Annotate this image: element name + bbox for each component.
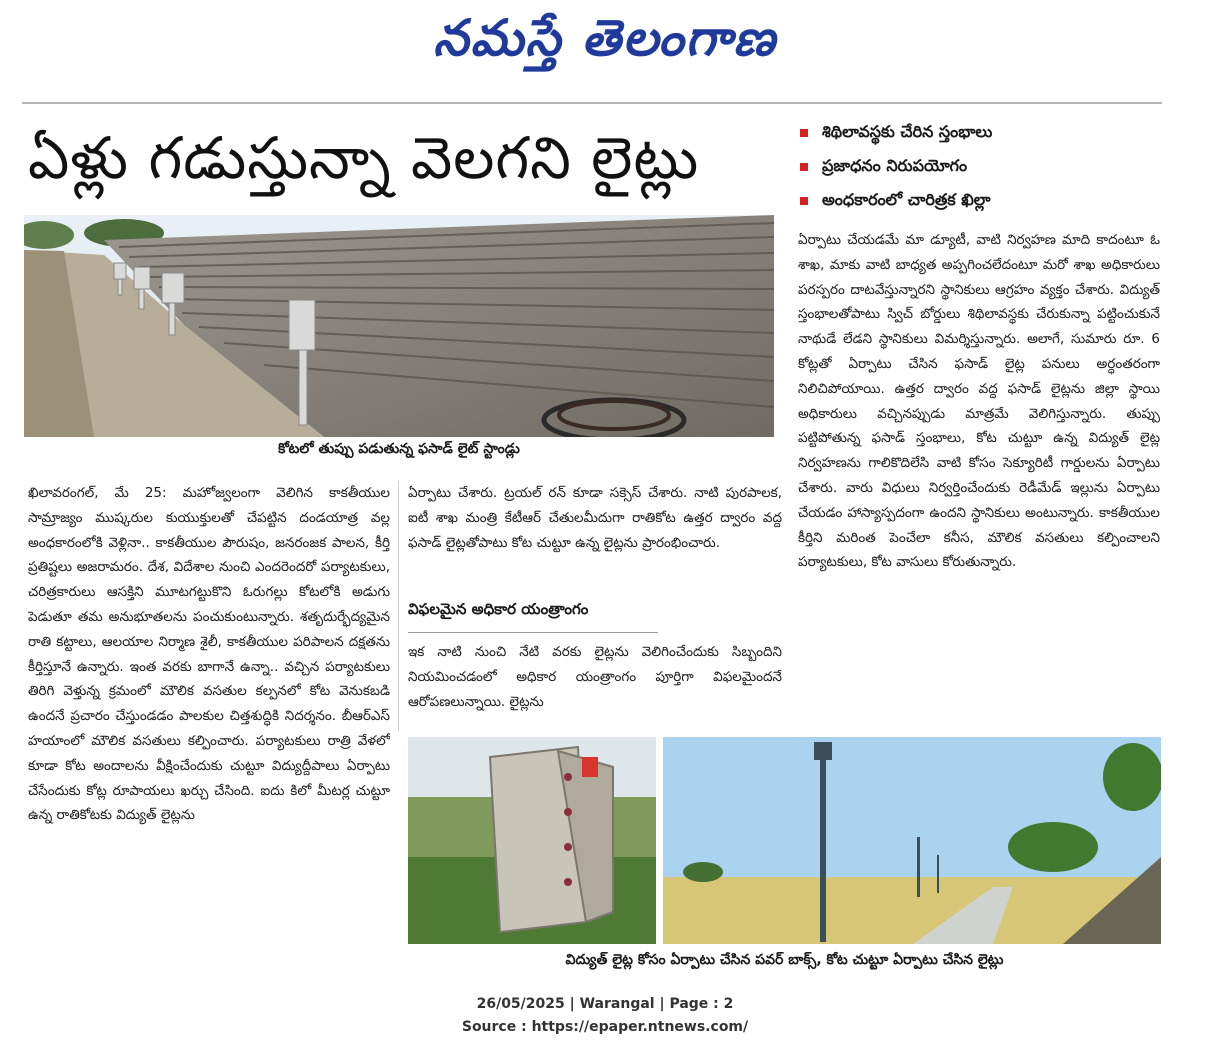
article-headline: ఏళ్లు గడుస్తున్నా వెలగని లైట్లు xyxy=(28,124,700,192)
bullet-item xyxy=(800,116,1160,150)
bottom-photo-caption: విద్యుత్ లైట్ల కోసం ఏర్పాటు చేసిన పవర్ బాక్స్, కోట చుట్టూ ఏర్పాటు చేసిన లైట్లు xyxy=(565,952,1004,968)
fort-steps-illustration xyxy=(24,215,774,437)
lamp-posts-photo xyxy=(663,737,1161,944)
highlight-bullets xyxy=(800,116,1160,218)
article-column-2b xyxy=(408,640,782,718)
fort-steps-photo xyxy=(24,215,774,437)
bullet-text: శిథిలావస్థకు చేరిన స్తంభాలు xyxy=(822,121,993,141)
article-column-3 xyxy=(798,228,1160,718)
bullet-item xyxy=(800,150,1160,184)
subheading-underline xyxy=(408,632,658,633)
bullet-item xyxy=(800,184,1160,218)
footer-source: Source : https://epaper.ntnews.com/ xyxy=(461,1019,749,1035)
footer-date-edition: 26/05/2025 | Warangal | Page : 2 xyxy=(476,996,734,1012)
power-box-photo xyxy=(408,737,656,944)
bullet-square-icon xyxy=(800,129,808,137)
column-divider xyxy=(398,481,399,731)
lamp-posts-illustration xyxy=(663,737,1161,944)
photo-caption: కోటలో తుప్పు పడుతున్న ఫసాడ్ లైట్ స్టాండ్లు xyxy=(278,441,520,457)
power-box-illustration xyxy=(408,737,656,944)
header-divider xyxy=(22,102,1162,104)
masthead-logo-title: నమస్తే తెలంగాణ xyxy=(433,8,777,67)
bullet-text: ప్రజాధనం నిరుపయోగం xyxy=(822,155,968,175)
bullet-square-icon xyxy=(800,163,808,171)
column-1-text: ఖిలావరంగల్, మే 25: మహోజ్వలంగా వెలిగిన కాకతీయుల సామ్రాజ్యం ముష్కరుల కుయుక్తులతో చేపట్టిన దండయాత్ర వల్ల అంధకారంలోకి వెళ్లినా.. కాకతీయుల పౌరుషం, జనరంజక పాలన, కీర్తి ప్రతిష్టలు అజరామరం. దేశ, విదేశాల నుంచి ఎందరెందరో పర్యాటకులు, చరిత్రకారులు ఆసక్తిని మూటగట్టుకొని ఓరుగల్లు కోటలోకి అడుగు పెడుతూ తమ అనుభూతలను పంచుకుంటున్నారు. శతృదుర్భేద్యమైన రాతి కట్టాలు, ఆలయాల నిర్మాణ శైలీ, కాకతీయుల పరిపాలన దక్షతను కీర్తిస్తూనే ఉన్నారు. ఇంత వరకు బాగానే ఉన్నా.. వచ్చిన పర్యాటకులు తిరిగి వెళ్తున్న క్రమంలో మౌలిక వసతుల కల్పనలో కోట వెనుకబడి ఉందనే ప్రచారం చేస్తుండడం పాలకుల చిత్తశుద్ధికి నిదర్శనం. బీఆర్ఎస్ హయాంలో మౌలిక వసతులు కల్పించారు. పర్యాటకులు రాత్రి వేళలో కూడా కోట అందాలను వీక్షించేందుకు చుట్టూ విద్యుద్దీపాలు ఏర్పాటు చేసేందుకు కోట్ల రూపాయలు ఖర్చు చేసింది. ఐదు కిలో మీటర్ల చుట్టూ ఉన్న రాతికోటకు విద్యుత్ లైట్లను xyxy=(28,485,390,824)
article-column-2 xyxy=(408,481,782,591)
bullet-square-icon xyxy=(800,197,808,205)
column-2b-text: ఇక నాటి నుంచి నేటి వరకు లైట్లను వెలిగించేందుకు సిబ్బందిని నియమించడంలో అధికార యంత్రాంగం పూర్తిగా విఫలమైందనే ఆరోపణలున్నాయి. లైట్లను xyxy=(408,644,782,710)
masthead xyxy=(0,0,1210,92)
section-subheading: విఫలమైన అధికార యంత్రాంగం xyxy=(408,600,589,618)
bullet-text: అంధకారంలో చారిత్రక ఖిల్లా xyxy=(822,189,991,209)
column-2-text: ఏర్పాటు చేశారు. ట్రయల్ రన్ కూడా సక్సెస్ చేశారు. నాటి పురపాలక, ఐటీ శాఖ మంత్రి కేటీఆర్ చేతులమీదుగా రాతికోట ఉత్తర ద్వారం వద్ద ఫసాడ్ లైట్లతోపాటు కోట చుట్టూ ఉన్న లైట్లను ప్రారంభించారు. xyxy=(408,485,782,551)
column-3-text: ఏర్పాటు చేయడమే మా డ్యూటీ, వాటి నిర్వహణ మాది కాదంటూ ఓ శాఖ, మాకు వాటి బాధ్యత అప్పగించలేదంటూ మరో శాఖ అధికారులు పరస్పరం దాటవేస్తున్నారని స్థానికులు ఆగ్రహం వ్యక్తం చేశారు. విద్యుత్ స్తంభాలతోపాటు స్విచ్ బోర్డులు శిథిలావస్థకు చేరుకున్నా పట్టించుకునే నాథుడే లేడని స్థానికులు విమర్శిస్తున్నారు. అలాగే, సుమారు రూ. 6 కోట్లతో ఏర్పాటు చేసిన ఫసాడ్ లైట్ల పనులు అర్ధంతరంగా నిలిచిపోయాయి. ఉత్తర ద్వారం వద్ద ఫసాడ్ లైట్లను జిల్లా స్థాయి అధికారులు వచ్చినప్పుడు మాత్రమే వెలిగిస్తున్నారు. తుప్పు పట్టిపోతున్న ఫసాడ్ స్తంభాలు, కోట చుట్టూ ఉన్న విద్యుత్ లైట్ల నిర్వహణను గాలికొదిలేసి వాటి కోసం సెక్యూరిటీ గార్డులను ఏర్పాటు చేశారు. వారు విధులు నిర్వర్తించేందుకు రెడీమేడ్ ఇల్లును ఏర్పాటు చేయడం హాస్యాస్పదంగా ఉందని స్థానికులు అంటున్నారు. కాకతీయుల కీర్తిని మరింత పెంచేలా కనీస, మౌలిక వసతులు కల్పించాలని పర్యాటకులు, కోట వాసులు కోరుతున్నారు. xyxy=(798,232,1160,571)
article-column-1 xyxy=(28,481,390,981)
